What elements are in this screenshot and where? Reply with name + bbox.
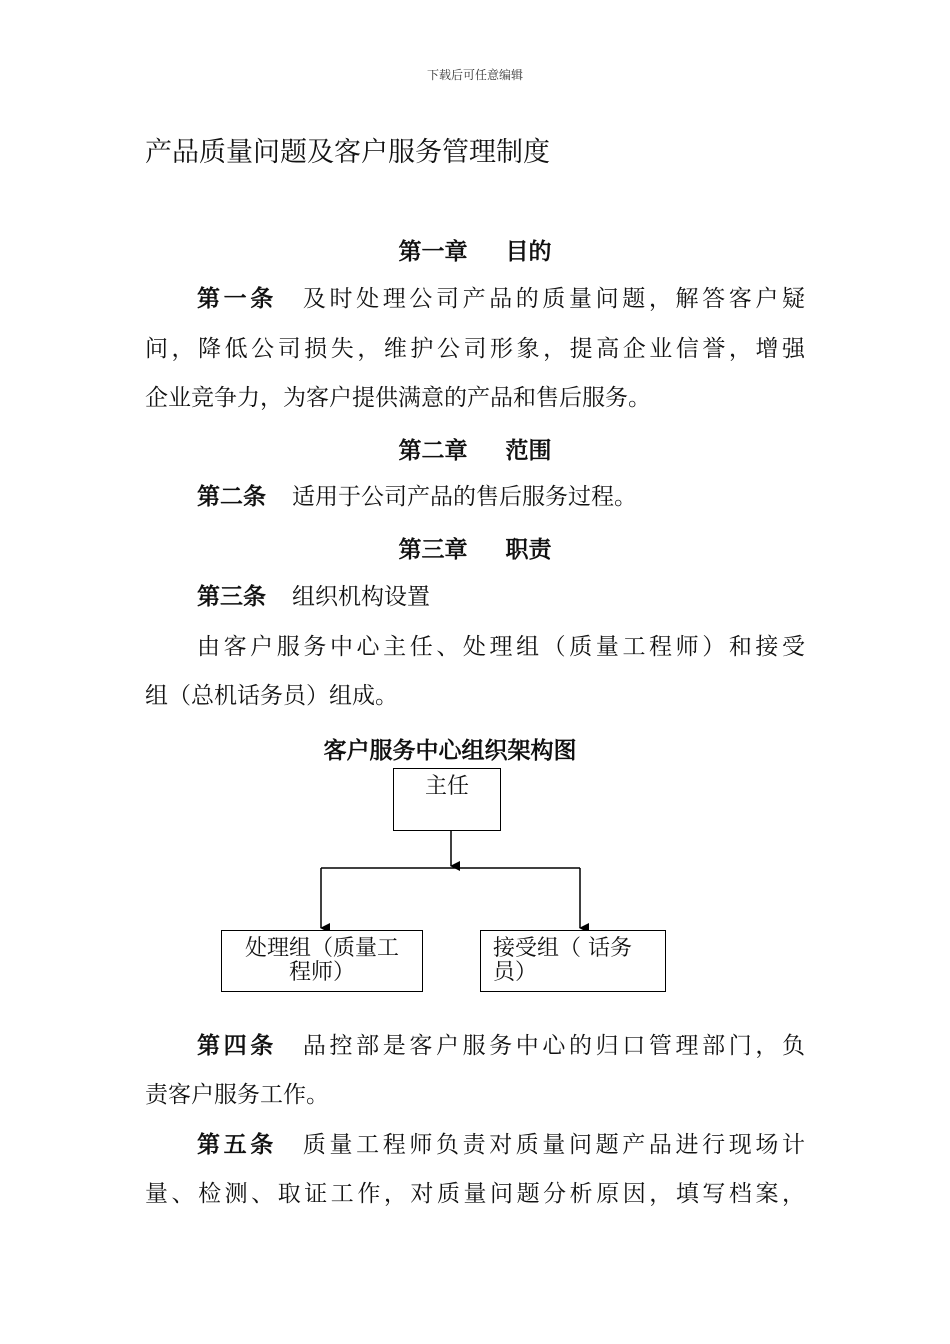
article-text: 品控部是客户服务中心的归口管理部门，负: [302, 1033, 806, 1059]
chapter-number: 第一章: [398, 239, 468, 265]
article-3-line-3: 组（总机话务员）组成。: [145, 683, 398, 709]
article-1-line-3: 企业竞争力，为客户提供满意的产品和售后服务。: [145, 385, 651, 411]
article-text: 质量工程师负责对质量问题产品进行现场计: [302, 1132, 806, 1158]
chapter-name: 职责: [505, 537, 552, 563]
org-node-receiving-group: [480, 930, 666, 992]
org-node-label-line-2: 员）: [493, 960, 538, 985]
article-5-line-1: [197, 1129, 805, 1161]
chapter-name: 目的: [505, 239, 552, 265]
article-text: 组织机构设置: [292, 584, 430, 610]
article-number: 第五条: [197, 1132, 277, 1158]
chapter-number: 第三章: [398, 537, 468, 563]
article-4-line-1: [197, 1030, 805, 1062]
article-number: 第四条: [197, 1033, 277, 1059]
chapter-name: 范围: [505, 438, 552, 464]
article-1-line-2: 问，降低公司损失，维护公司形象，提高企业信誉，增强: [145, 336, 805, 362]
article-5-line-2: 量、检测、取证工作，对质量问题分析原因，填写档案，: [145, 1181, 805, 1207]
org-chart-title: 客户服务中心组织架构图: [323, 738, 577, 764]
chapter-number: 第二章: [398, 438, 468, 464]
article-4-line-2: 责客户服务工作。: [145, 1082, 329, 1108]
article-text: 及时处理公司产品的质量问题，解答客户疑: [302, 286, 806, 312]
org-node-label-line-1: 处理组（质量工: [244, 936, 399, 961]
org-node-label-line-2: 程师）: [288, 960, 355, 985]
org-node-director: [393, 768, 501, 831]
org-node-label: 主任: [424, 774, 469, 799]
article-text: 适用于公司产品的售后服务过程。: [292, 484, 637, 510]
article-3-line-2: 由客户服务中心主任、处理组（质量工程师）和接受: [197, 634, 805, 660]
org-node-label-line-1: 接受组（ 话务: [493, 936, 632, 961]
article-number: 第二条: [197, 484, 266, 510]
header-note: 下载后可任意编辑: [426, 68, 523, 82]
document-title: 产品质量问题及客户服务管理制度: [145, 137, 550, 168]
article-number: 第三条: [197, 584, 266, 610]
article-number: 第一条: [197, 286, 277, 312]
org-node-processing-group: [221, 930, 423, 992]
